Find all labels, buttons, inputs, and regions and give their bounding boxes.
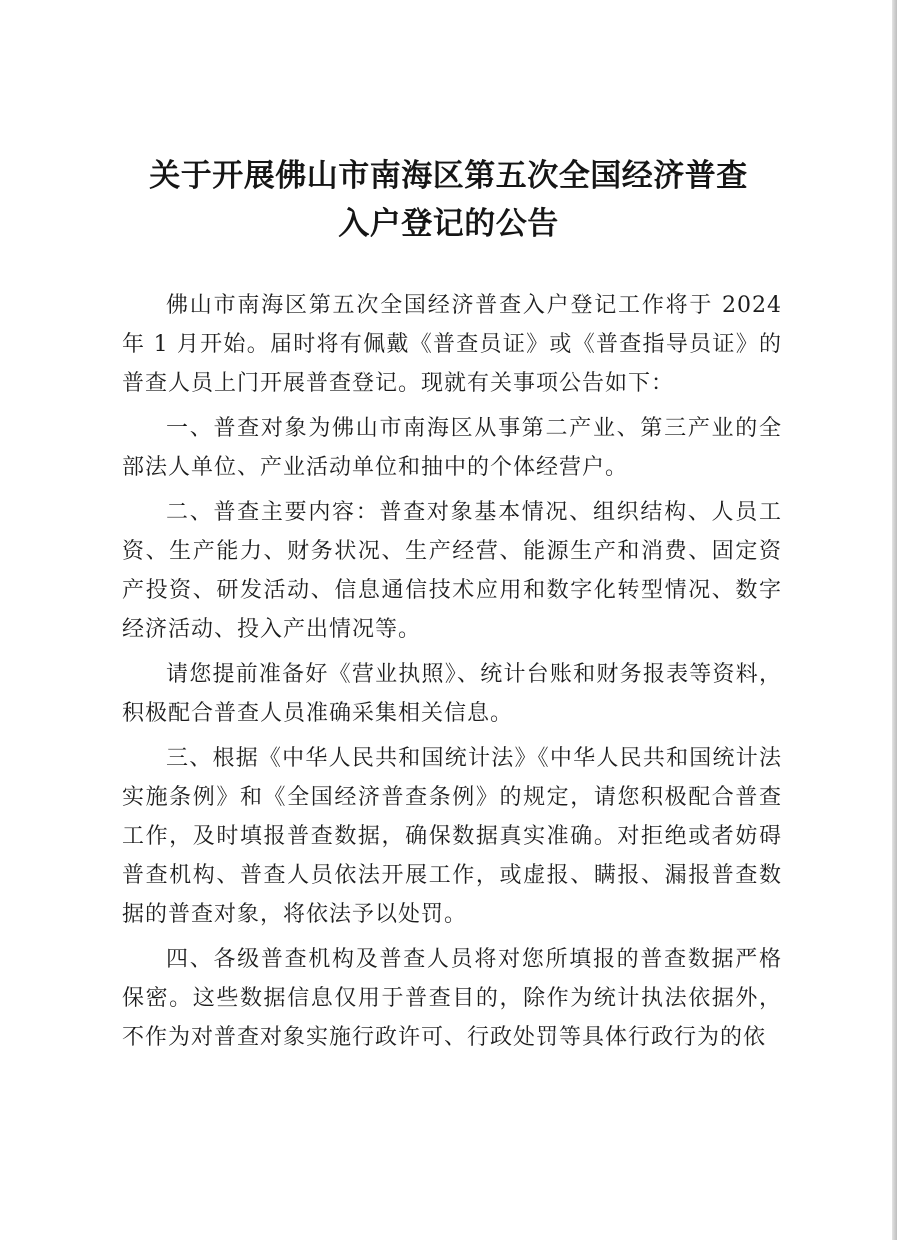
paragraph-item-2: 二、普查主要内容：普查对象基本情况、组织结构、人员工资、生产能力、财务状况、生产经营、能源生产和消费、固定资产投资、研发活动、信息通信技术应用和数字化转型情况、数字经济活动、投入产出情况等。 bbox=[122, 500, 782, 642]
title-line-1: 关于开展佛山市南海区第五次全国经济普查 bbox=[149, 158, 748, 194]
paragraph-item-3: 三、根据《中华人民共和国统计法》《中华人民共和国统计法实施条例》和《全国经济普查条例》的规定，请您积极配合普查工作，及时填报普查数据，确保数据真实准确。对拒绝或者妨碍普查机构、普查人员依法开展工作，或虚报、瞒报、漏报普查数据的普查对象，将依法予以处罚。 bbox=[122, 746, 782, 927]
document-body bbox=[122, 286, 782, 1063]
paragraph-item-1: 一、普查对象为佛山市南海区从事第二产业、第三产业的全部法人单位、产业活动单位和抽中的个体经营户。 bbox=[122, 416, 782, 480]
paragraph-preparation: 请您提前准备好《营业执照》、统计台账和财务报表等资料，积极配合普查人员准确采集相关信息。 bbox=[122, 662, 782, 726]
document-title bbox=[0, 152, 897, 248]
paragraph-intro: 佛山市南海区第五次全国经济普查入户登记工作将于 2024 年 1 月开始。届时将有佩戴《普查员证》或《普查指导员证》的普查人员上门开展普查登记。现就有关事项公告如下： bbox=[122, 293, 782, 396]
title-line-2: 入户登记的公告 bbox=[338, 206, 559, 242]
paragraph-item-4: 四、各级普查机构及普查人员将对您所填报的普查数据严格保密。这些数据信息仅用于普查目的，除作为统计执法依据外，不作为对普查对象实施行政许可、行政处罚等具体行政行为的依 bbox=[122, 947, 782, 1050]
